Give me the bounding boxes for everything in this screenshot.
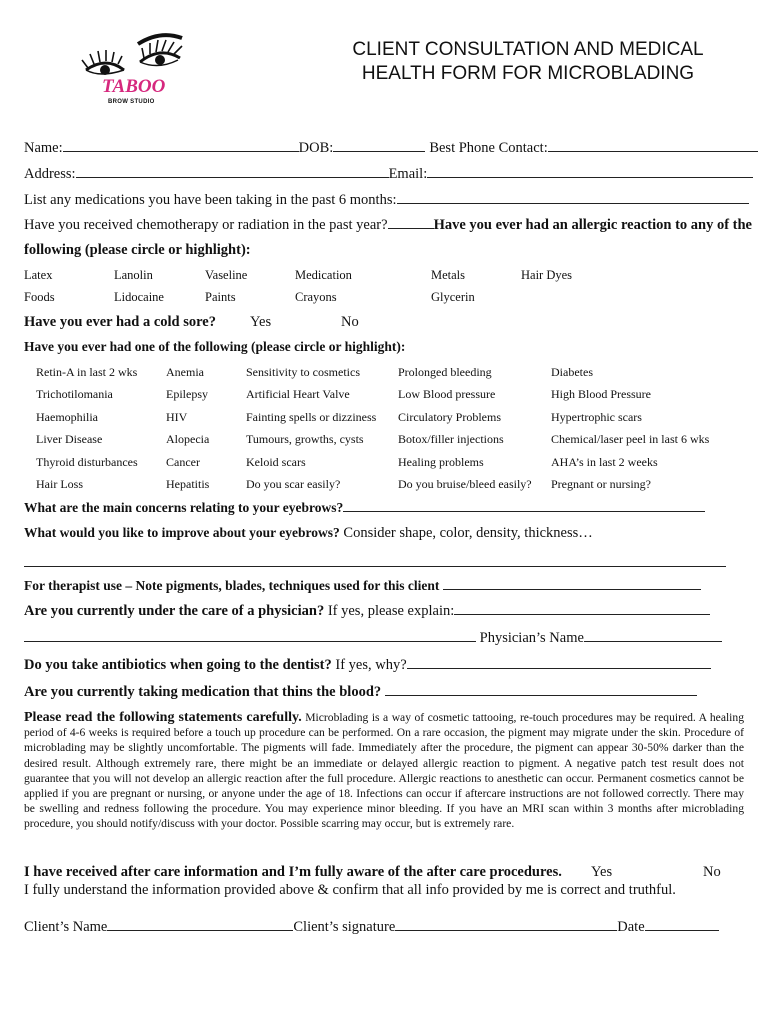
condition-item[interactable]: Trichotilomania <box>36 387 113 401</box>
allergen-item[interactable]: Metals <box>431 268 466 282</box>
client-name-label: Client’s Name <box>24 919 108 935</box>
logo-tagline: BROW STUDIO <box>108 99 155 105</box>
email-field[interactable] <box>427 165 753 178</box>
condition-item[interactable]: Epilepsy <box>166 387 208 401</box>
allergen-item[interactable]: Vaseline <box>205 268 248 282</box>
aftercare-yes[interactable]: Yes <box>591 864 613 880</box>
allergen-item[interactable]: Foods <box>24 290 55 304</box>
email-label: Email: <box>388 166 428 182</box>
client-signature-field[interactable] <box>395 918 617 931</box>
antibiotics-hint: If yes, why? <box>335 657 407 673</box>
cold-sore-no[interactable]: No <box>341 314 359 330</box>
concerns-label: What are the main concerns relating to your eyebrows? <box>24 500 344 515</box>
client-signature-label: Client’s signature <box>293 919 396 935</box>
condition-item[interactable]: Fainting spells or dizziness <box>246 410 377 424</box>
antibiotics-question: Do you take antibiotics when going to the dentist? <box>24 657 332 673</box>
condition-item[interactable]: Do you scar easily? <box>246 477 341 491</box>
allergen-item[interactable]: Crayons <box>295 290 337 304</box>
aftercare-row <box>24 864 562 881</box>
condition-item[interactable]: Do you bruise/bleed easily? <box>398 477 532 491</box>
concerns-field[interactable] <box>343 499 705 512</box>
statement-body: Microblading is a way of cosmetic tattooing, re-touch procedures may be required. A healing period of 4-6 weeks is required before a touch up procedure can be performed. On a rare occasion, the pigment may migrate under the skin. Procedure of microblading may be slightly uncomfortable. The pigments will fade. Immediately after the procedure, the pigment can appear 30-50% darker than the desired result. Although extremely rare, there might be an immediate or delayed allergic reaction to pigment. A negative patch test result does not guarantee that you will not develop an allergic reaction after the full procedure. Allergic reactions to anesthetic can occur. Permanent cosmetics cannot be applied if you are pregnant or nursing, or anyone under the age of 18. Infections can occur if aftercare instructions are not followed correctly. There may be swelling and redness following the procedure. You may experience minor bleeding. If you have an MRI scan within 3 months after microblading procedure, you should notify/discuss with your doctor. Possible scarring may occur, but is extremely rare. <box>24 711 745 831</box>
logo <box>78 26 188 110</box>
antibiotics-row <box>24 656 711 674</box>
dob-field[interactable] <box>333 139 425 152</box>
statement-lead: Please read the following statements carefully. <box>24 710 302 725</box>
condition-item[interactable]: Cancer <box>166 455 200 469</box>
cold-sore-yes[interactable]: Yes <box>250 314 272 330</box>
client-name-field[interactable] <box>107 918 293 931</box>
allergen-item[interactable]: Paints <box>205 290 236 304</box>
chemo-field[interactable] <box>388 216 434 229</box>
condition-item[interactable]: Circulatory Problems <box>398 410 501 424</box>
statement-paragraph <box>24 710 744 832</box>
allergy-question-cont: following (please circle or highlight): <box>24 242 251 258</box>
condition-item[interactable]: Retin-A in last 2 wks <box>36 365 138 379</box>
page-title <box>318 38 738 86</box>
condition-item[interactable]: Keloid scars <box>246 455 306 469</box>
condition-item[interactable]: Thyroid disturbances <box>36 455 138 469</box>
physician-name-label: Physician’s Name <box>479 630 584 646</box>
chemo-row <box>24 216 752 234</box>
condition-item[interactable]: Anemia <box>166 365 204 379</box>
concerns-row <box>24 499 705 516</box>
address-label: Address: <box>24 166 76 182</box>
address-row <box>24 165 753 183</box>
condition-item[interactable]: Botox/filler injections <box>398 432 504 446</box>
condition-item[interactable]: Chemical/laser peel in last 6 wks <box>551 432 710 446</box>
condition-item[interactable]: Sensitivity to cosmetics <box>246 365 360 379</box>
condition-item[interactable]: Prolonged bleeding <box>398 365 492 379</box>
condition-item[interactable]: AHA’s in last 2 weeks <box>551 455 658 469</box>
address-field[interactable] <box>76 165 389 178</box>
condition-item[interactable]: Tumours, growths, cysts <box>246 432 364 446</box>
improve-field[interactable] <box>24 566 726 567</box>
dob-label: DOB: <box>298 140 334 156</box>
title-line-2: HEALTH FORM FOR MICROBLADING <box>361 63 695 84</box>
medications-label: List any medications you have been taking in the past 6 months: <box>24 192 397 208</box>
allergen-item[interactable]: Lanolin <box>114 268 153 282</box>
physician-name-row <box>24 629 722 647</box>
aftercare-statement: I have received after care information and I’m fully aware of the after care procedures. <box>24 864 562 880</box>
physician-question: Are you currently under the care of a physician? <box>24 603 325 619</box>
condition-item[interactable]: Low Blood pressure <box>398 387 496 401</box>
allergen-item[interactable]: Lidocaine <box>114 290 164 304</box>
physician-field[interactable] <box>454 602 710 615</box>
cold-sore-question: Have you ever had a cold sore? <box>24 314 216 330</box>
allergen-item[interactable]: Hair Dyes <box>521 268 573 282</box>
signature-row <box>24 918 719 936</box>
condition-item[interactable]: Pregnant or nursing? <box>551 477 651 491</box>
name-field[interactable] <box>63 139 299 152</box>
thins-blood-question: Are you currently taking medication that thins the blood? <box>24 684 382 700</box>
thins-blood-row <box>24 683 697 701</box>
medications-row <box>24 191 749 209</box>
condition-item[interactable]: Healing problems <box>398 455 484 469</box>
allergy-question: Have you ever had an allergic reaction to any of the <box>433 217 752 233</box>
physician-row <box>24 602 710 620</box>
physician-hint: If yes, please explain: <box>327 603 455 619</box>
date-field[interactable] <box>645 918 719 931</box>
condition-item[interactable]: Liver Disease <box>36 432 103 446</box>
name-row <box>24 139 758 157</box>
condition-item[interactable]: HIV <box>166 410 188 424</box>
condition-item[interactable]: Diabetes <box>551 365 593 379</box>
medications-field[interactable] <box>397 191 749 204</box>
condition-item[interactable]: Hair Loss <box>36 477 83 491</box>
phone-field[interactable] <box>548 139 758 152</box>
thins-blood-field[interactable] <box>385 683 697 696</box>
physician-explain-field[interactable] <box>24 629 476 642</box>
chemo-label: Have you received chemotherapy or radiation in the past year? <box>24 217 388 233</box>
improve-row <box>24 525 593 542</box>
phone-label: Best Phone Contact: <box>429 140 548 156</box>
allergen-item[interactable]: Glycerin <box>431 290 475 304</box>
aftercare-no[interactable]: No <box>703 864 721 880</box>
allergen-item[interactable]: Medication <box>295 268 352 282</box>
name-label: Name: <box>24 140 63 156</box>
condition-item[interactable]: Alopecia <box>166 432 210 446</box>
therapist-row <box>24 577 701 594</box>
physician-name-field[interactable] <box>584 629 722 642</box>
conditions-heading: Have you ever had one of the following (please circle or highlight): <box>24 339 406 354</box>
therapist-field[interactable] <box>443 577 701 590</box>
confirm-statement: I fully understand the information provided above & confirm that all info provided by me is correct and truthful. <box>24 882 676 898</box>
title-line-1: CLIENT CONSULTATION AND MEDICAL <box>352 39 704 60</box>
improve-question: What would you like to improve about your eyebrows? <box>24 525 340 540</box>
allergen-item[interactable]: Latex <box>24 268 53 282</box>
condition-item[interactable]: Hepatitis <box>166 477 210 491</box>
logo-brand: TABOO <box>102 76 166 97</box>
condition-item[interactable]: Haemophilia <box>36 410 98 424</box>
condition-item[interactable]: Hypertrophic scars <box>551 410 642 424</box>
antibiotics-field[interactable] <box>407 656 711 669</box>
condition-item[interactable]: Artificial Heart Valve <box>246 387 350 401</box>
therapist-label: For therapist use – Note pigments, blades, techniques used for this client <box>24 578 440 593</box>
condition-item[interactable]: High Blood Pressure <box>551 387 651 401</box>
date-label: Date <box>617 919 645 935</box>
improve-hint: Consider shape, color, density, thickness… <box>343 525 593 541</box>
